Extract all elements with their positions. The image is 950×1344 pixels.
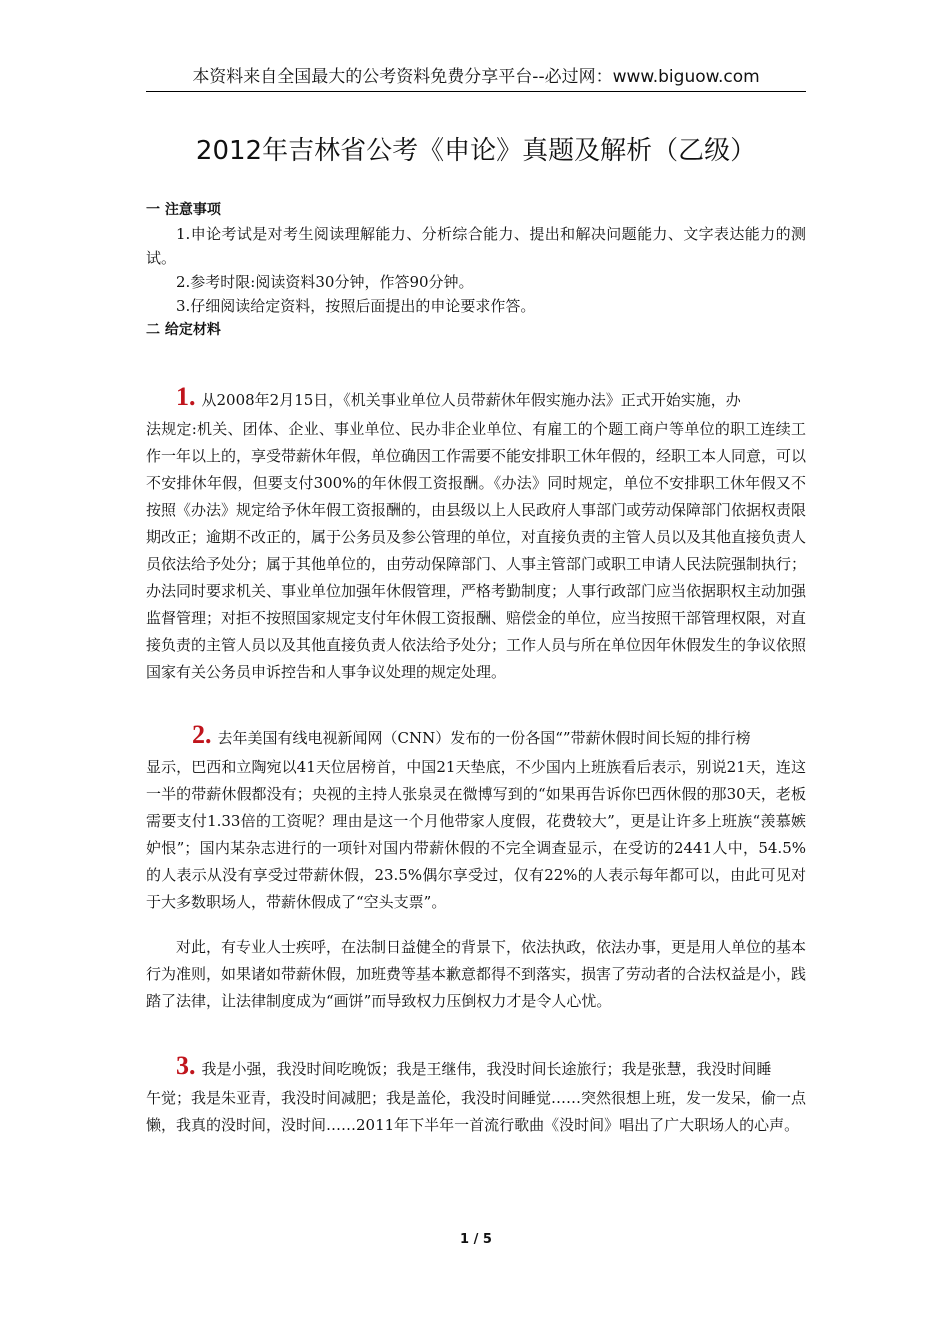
material-number: 3. (176, 1051, 196, 1080)
note-item: 1.申论考试是对考生阅读理解能力、分析综合能力、提出和解决问题能力、文字表达能力的测试。 (146, 225, 806, 267)
section-heading-notes: 一 注意事项 (146, 202, 221, 218)
material-text: 从2008年2月15日，《机关事业单位人员带薪休年假实施办法》正式开始实施，办 (201, 391, 741, 409)
material-text: 显示，巴西和立陶宛以41天位居榜首，中国21天垫底，不少国内上班族看后表示，别说21天，连这一半的带薪休假都没有；央视的主持人张泉灵在微博写到的“如果再告诉你巴西休假的那30天，老板需要支付1.33倍的工资呢？理由是这一个月他带家人度假，花费较大”，更是让许多上班族“羡慕嫉妒恨”；国内某杂志进行的一项针对国内带薪休假的不完全调查显示，在受访的2441人中，54.5%的人表示从没有享受过带薪休假，23.5%偶尔享受过，仅有22%的人表示每年都可以，由此可见对于大多数职场人，带薪休假成了“空头支票”。 (146, 758, 806, 911)
material-3-first-line (146, 1047, 806, 1085)
page-number: 1 / 5 (460, 1232, 492, 1247)
material-text: 我是小强，我没时间吃晚饭；我是王继伟，我没时间长途旅行；我是张慧，我没时间睡 (201, 1060, 772, 1078)
header-rule (146, 91, 806, 92)
material-number: 2. (192, 720, 212, 749)
material-2 (146, 716, 806, 1015)
material-1-first-line (146, 378, 806, 416)
material-number: 1. (176, 382, 196, 411)
document-title: 2012年吉林省公考《申论》真题及解析（乙级） (195, 136, 757, 166)
material-text: 法规定:机关、团体、企业、事业单位、民办非企业单位、有雇工的个题工商户等单位的职工连续工作一年以上的，享受带薪休年假，单位确因工作需要不能安排职工休年假的，经职工本人同意，可以不安排休年假，但要支付300%的年休假工资报酬。《办法》同时规定，单位不安排职工休年假又不按照《办法》规定给予休年假工资报酬的，由县级以上人民政府人事部门或劳动保障部门依据权责限期改正；逾期不改正的，属于公务员及参公管理的单位，对直接负责的主管人员以及其他直接负责人员依法给予处分；属于其他单位的，由劳动保障部门、人事主管部门或职工申请人民法院强制执行；办法同时要求机关、事业单位加强年休假管理，严格考勤制度；人事行政部门应当依据职权主动加强监督管理；对拒不按照国家规定支付年休假工资报酬、赔偿金的单位，应当按照干部管理权限，对直接负责的主管人员以及其他直接负责人依法给予处分；工作人员与所在单位因年休假发生的争议依照国家有关公务员申诉控告和人事争议处理的规定处理。 (146, 420, 807, 681)
material-text: 去年美国有线电视新闻网（CNN）发布的一份各国“”带薪休假时间长短的排行榜 (217, 729, 751, 747)
material-1 (146, 378, 806, 686)
material-2-first-line (146, 716, 806, 754)
section-heading-materials: 二 给定材料 (146, 322, 221, 338)
material-text: 午觉；我是朱亚青，我没时间减肥；我是盖伦，我没时间睡觉……突然很想上班，发一发呆，偷一点懒，我真的没时间，没时间……2011年下半年一首流行歌曲《没时间》唱出了广大职场人的心声。 (146, 1089, 807, 1134)
page-header: 本资料来自全国最大的公考资料免费分享平台--必过网：www.biguow.com (192, 67, 760, 87)
material-text: 对此，有专业人士疾呼，在法制日益健全的背景下，依法执政，依法办事，更是用人单位的基本行为准则，如果诸如带薪休假，加班费等基本歉意都得不到落实，损害了劳动者的合法权益是小，践踏了法律，让法律制度成为“画饼”而导致权力压倒权力才是令人心忧。 (146, 938, 807, 1010)
material-3 (146, 1047, 806, 1139)
note-item: 2.参考时限:阅读资料30分钟，作答90分钟。 (176, 273, 474, 291)
note-item: 3.仔细阅读给定资料，按照后面提出的申论要求作答。 (176, 297, 536, 315)
document-body (146, 198, 806, 1139)
